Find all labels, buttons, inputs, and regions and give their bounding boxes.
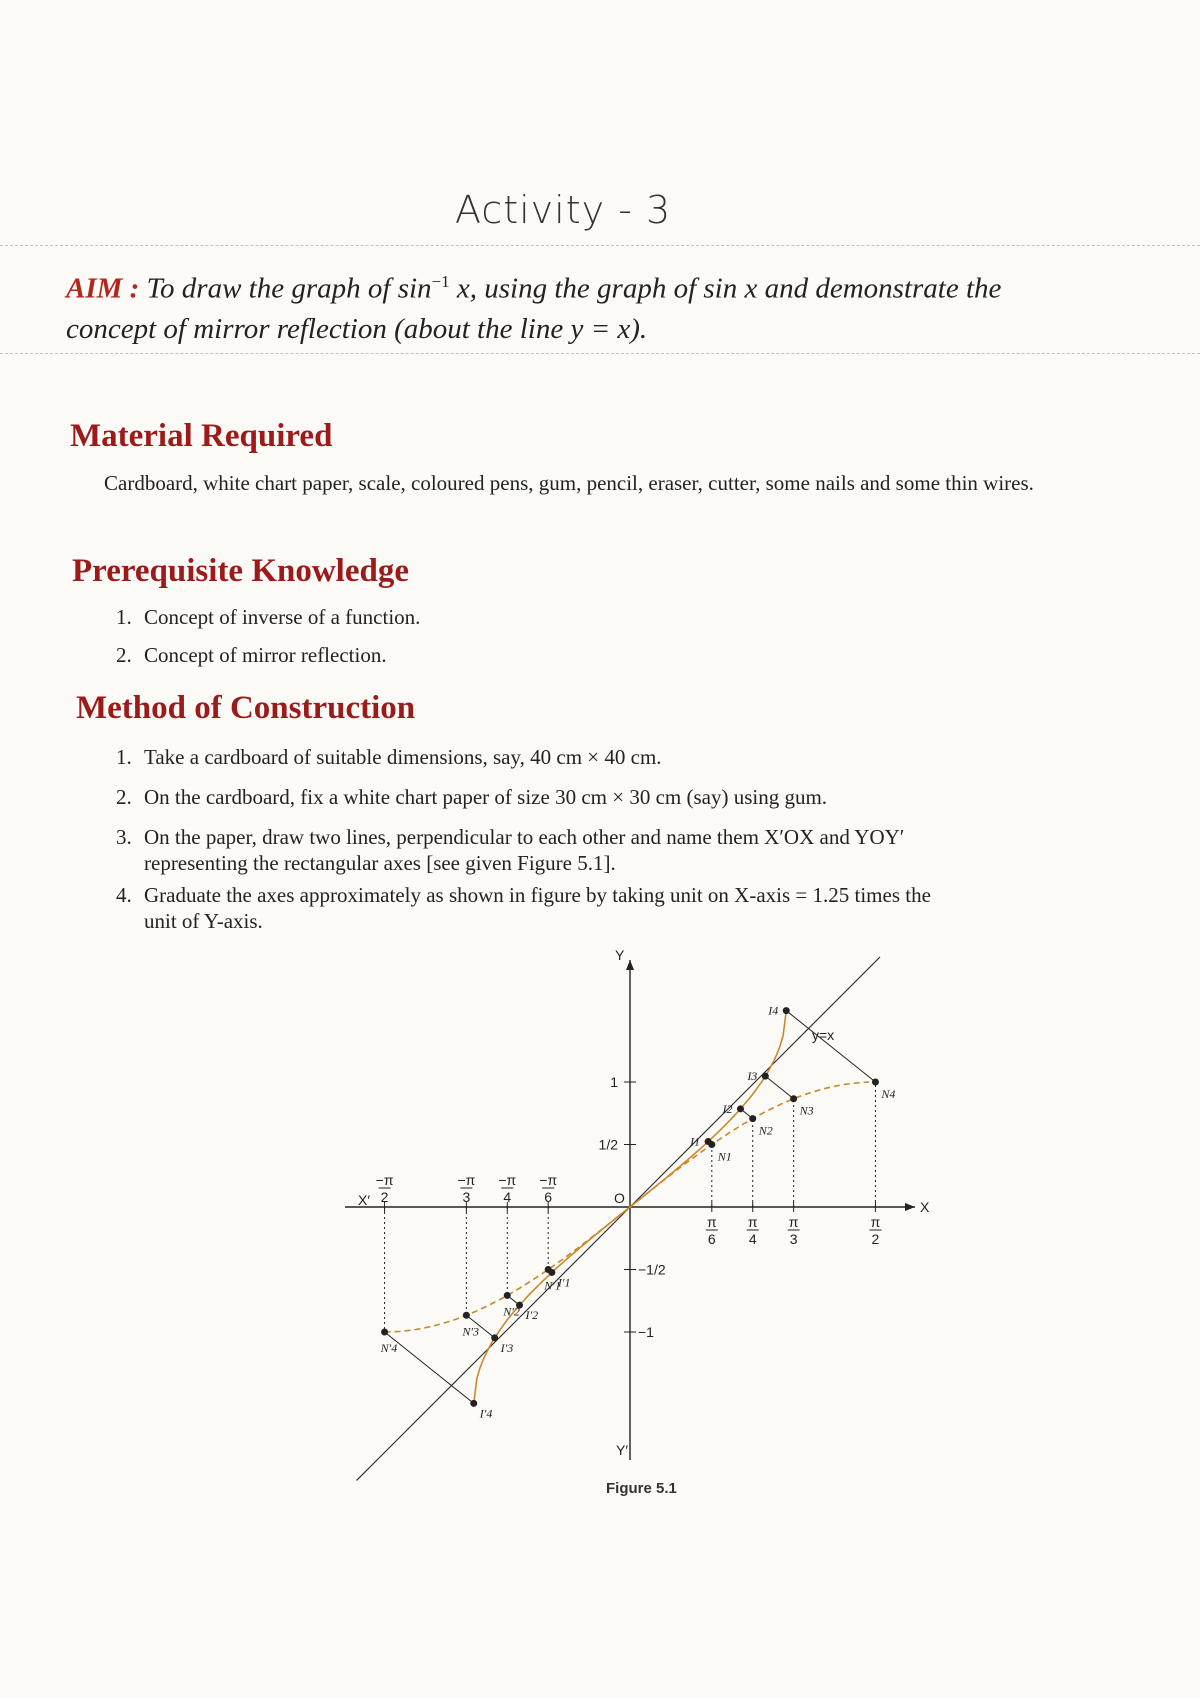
- aim-text-b: x, using the graph of sin x and demonstrate the: [449, 272, 1002, 305]
- y-tick-label: −1/2: [638, 1261, 666, 1278]
- x-tick-denominator: 2: [380, 1189, 389, 1205]
- line-y-equals-x: [357, 957, 880, 1480]
- point-n-neg-label: N′1: [544, 1278, 561, 1293]
- reflection-line: [765, 1076, 793, 1099]
- point-n: [749, 1115, 756, 1122]
- x-axis-label: X: [920, 1199, 930, 1215]
- point-i-neg-label: I′2: [525, 1308, 539, 1323]
- x-tick-numerator: π: [706, 1214, 717, 1230]
- method-item-line-1: On the paper, draw two lines, perpendicular to each other and name them X′OX and YOY′: [144, 825, 905, 849]
- method-item-num: 2.: [116, 785, 132, 809]
- point-n: [790, 1095, 797, 1102]
- y-neg-axis-label: Y′: [616, 1442, 628, 1458]
- method-item-text: On the cardboard, fix a white chart paper of size 30 cm × 30 cm (say) using gum.: [144, 785, 828, 809]
- prerequisite-item-num: 1.: [116, 605, 132, 629]
- x-tick-denominator: 3: [789, 1231, 798, 1247]
- x-tick-numerator: −π: [375, 1172, 394, 1188]
- x-neg-axis-label: X′: [358, 1192, 370, 1208]
- x-tick-denominator: 4: [748, 1231, 757, 1247]
- point-n-label: N2: [758, 1123, 773, 1138]
- method-item-num: 4.: [116, 883, 132, 907]
- point-i-neg-label: I′1: [557, 1275, 571, 1290]
- x-tick-denominator: 4: [503, 1189, 512, 1205]
- point-i: [737, 1105, 744, 1112]
- x-arrow: [905, 1203, 915, 1211]
- aim-line-2: concept of mirror reflection (about the line y = x).: [66, 312, 648, 345]
- point-i: [705, 1138, 712, 1145]
- point-i-label: I4: [768, 1003, 779, 1018]
- point-i-label: I1: [690, 1134, 701, 1149]
- x-tick-numerator: −π: [539, 1172, 558, 1188]
- x-tick-denominator: 3: [462, 1189, 471, 1205]
- point-i-label: I2: [722, 1101, 733, 1116]
- origin-label: O: [614, 1190, 625, 1206]
- method-item-text: Take a cardboard of suitable dimensions, say, 40 cm × 40 cm.: [144, 745, 662, 769]
- reflection-line: [786, 1011, 875, 1082]
- method-item-line-1: Graduate the axes approximately as shown in figure by taking unit on X-axis = 1.25 times the: [144, 883, 931, 907]
- point-n-neg: [504, 1292, 511, 1299]
- aim-exponent: −1: [431, 272, 450, 291]
- prerequisite-item-text: Concept of inverse of a function.: [144, 605, 421, 629]
- point-n-neg-label: N′3: [462, 1324, 480, 1339]
- point-n-label: N3: [799, 1103, 814, 1118]
- x-tick-numerator: π: [747, 1214, 758, 1230]
- x-tick-numerator: π: [788, 1214, 799, 1230]
- point-n-neg-label: N′4: [380, 1341, 398, 1355]
- point-i: [783, 1007, 790, 1014]
- y-tick-label: 1/2: [598, 1136, 618, 1153]
- line-y-equals-x-label: y=x: [812, 1027, 835, 1043]
- point-i: [762, 1073, 769, 1080]
- method-item-line-2: representing the rectangular axes [see given Figure 5.1].: [144, 851, 616, 875]
- y-tick-label: −1: [638, 1324, 654, 1340]
- point-n: [872, 1079, 879, 1086]
- point-i-neg: [548, 1269, 555, 1276]
- point-n-label: N4: [881, 1087, 896, 1101]
- handwritten-title: Activity - 3: [455, 188, 672, 232]
- prerequisite-heading: Prerequisite Knowledge: [72, 553, 409, 589]
- reflection-line: [385, 1332, 474, 1403]
- x-tick-numerator: π: [870, 1214, 881, 1230]
- material-text: Cardboard, white chart paper, scale, coloured pens, gum, pencil, eraser, cutter, some nails and some thin wires.: [104, 471, 1034, 495]
- x-tick-denominator: 6: [707, 1231, 716, 1247]
- aim-label: AIM :: [66, 272, 140, 305]
- point-n-neg: [463, 1312, 470, 1319]
- x-tick-numerator: −π: [457, 1172, 476, 1188]
- method-item-num: 3.: [116, 825, 132, 849]
- point-n-neg-label: N′2: [503, 1304, 520, 1319]
- method-heading: Method of Construction: [76, 690, 416, 726]
- point-n-label: N1: [717, 1149, 732, 1164]
- figure-caption: Figure 5.1: [606, 1480, 677, 1497]
- method-item-line-2: unit of Y-axis.: [144, 909, 263, 933]
- y-tick-label: 1: [610, 1074, 618, 1090]
- point-i-neg-label: I′3: [500, 1340, 514, 1355]
- point-n-neg: [381, 1329, 388, 1336]
- aim-text-a: To draw the graph of sin: [139, 272, 432, 305]
- prerequisite-item-text: Concept of mirror reflection.: [144, 643, 387, 667]
- method-item-num: 1.: [116, 745, 132, 769]
- point-i-neg-label: I′4: [479, 1406, 493, 1421]
- y-axis-label: Y: [615, 947, 625, 963]
- x-tick-denominator: 2: [871, 1231, 880, 1247]
- point-i-neg: [491, 1334, 498, 1341]
- x-tick-numerator: −π: [498, 1172, 517, 1188]
- prerequisite-item-num: 2.: [116, 643, 132, 667]
- point-i-label: I3: [747, 1069, 758, 1084]
- material-heading: Material Required: [70, 418, 333, 454]
- point-i-neg: [470, 1400, 477, 1407]
- x-tick-denominator: 6: [544, 1189, 553, 1205]
- y-arrow: [626, 960, 634, 970]
